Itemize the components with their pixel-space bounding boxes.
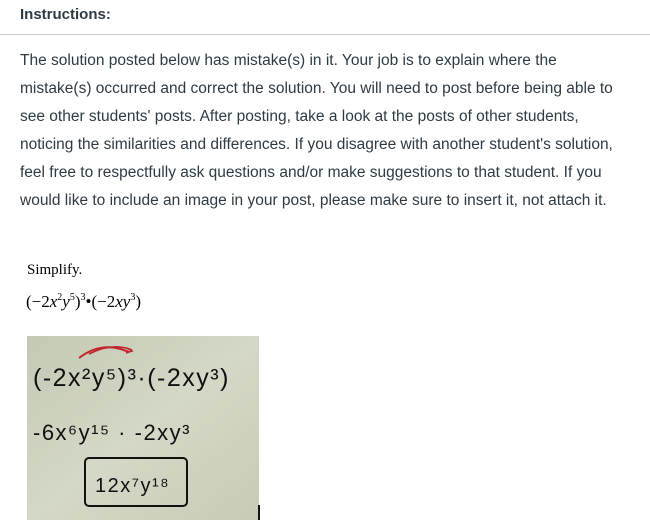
- hand-line-1: (-2x²y⁵)³·(-2xy³): [33, 364, 230, 392]
- simplify-prompt: Simplify.: [27, 262, 83, 278]
- photo-edge: [258, 505, 260, 520]
- hand-line-2: -6x⁶y¹⁵ · -2xy³: [33, 420, 192, 445]
- math-expression: $(-2x^2y^5)^3•(-2xy^3)$: [26, 292, 141, 311]
- instructions-heading: Instructions:: [20, 6, 111, 23]
- hand-answer: 12x⁷y¹⁸: [95, 475, 171, 497]
- handwritten-solution-photo: [27, 336, 259, 520]
- instructions-text: The solution posted below has mistake(s) in it. Your job is to explain where the mistake(s) occurred and correct the solution. You will need to post before being able to see other students' posts. After posting, take a look at the posts of other students, noticing the similarities and differences. If you disagree with another student's solution, feel free to respectfully ask questions and/or make suggestions to that student. If you would like to include an image in your post, please make sure to insert it, not attach it.: [20, 52, 613, 209]
- divider: [0, 34, 650, 35]
